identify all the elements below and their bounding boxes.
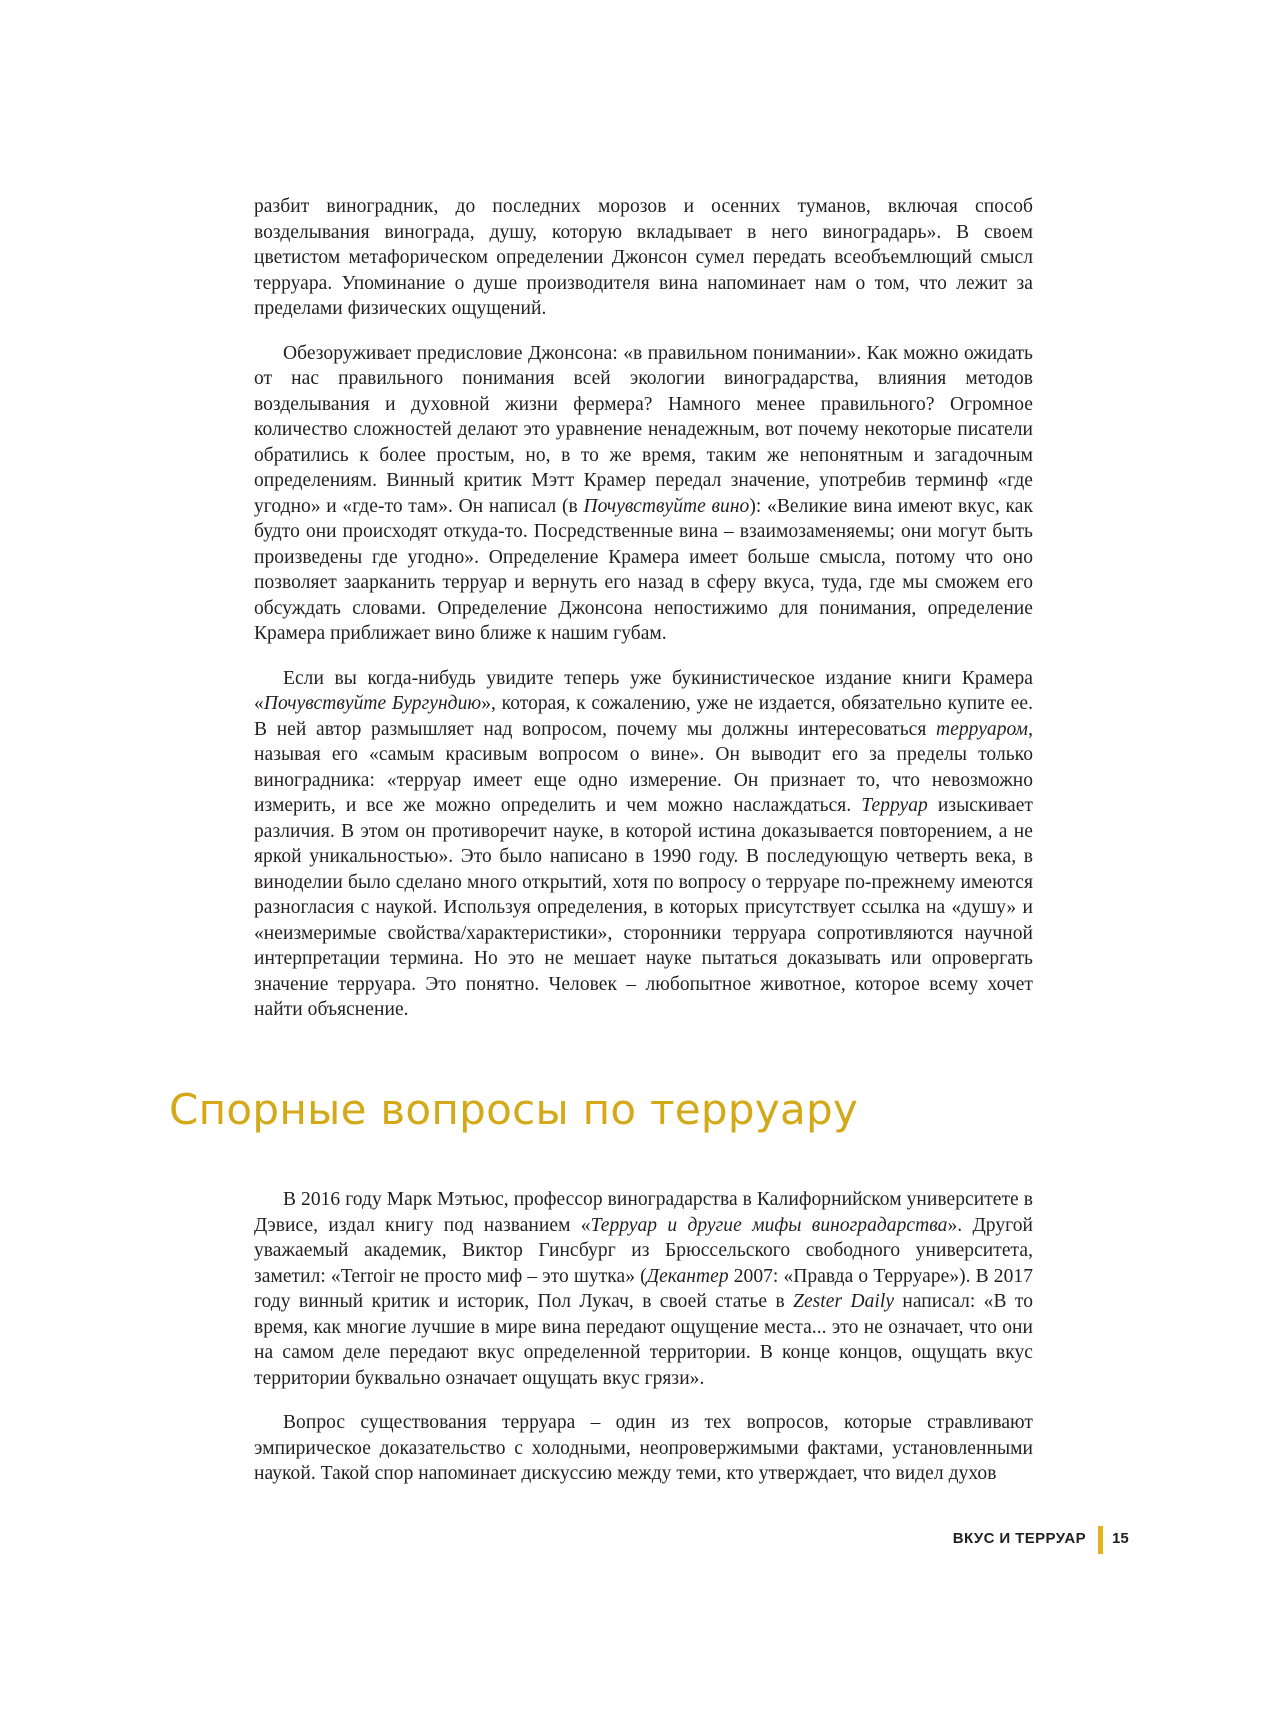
- section-2-text: [254, 1187, 1033, 1487]
- running-title: ВКУС И ТЕРРУАР: [952, 1530, 1086, 1547]
- page-number: 15: [1112, 1530, 1129, 1547]
- paragraph-2: Обезоруживает предисловие Джонсона: «в правильном понимании». Как можно ожидать от нас правильного понимания всей экологии виноградарства, влияния методов возделывания и духовной жизни фермера? Намного менее правильного? Огромное количество сложностей делают это уравнение ненадежным, вот почему некоторые писатели обратились к более простым, но, в то же время, таким же непонятным и загадочным определениям. Винный критик Мэтт Крамер передал значение, употребив терминф «где угодно» и «где-то там». Он написал (в Почувствуйте вино): «Великие вина имеют вкус, как будто они происходят откуда-то. Посредственные вина – взаимозаменяемы; они могут быть произведены где угодно». Определение Крамера имеет больше смысла, потому что оно позволяет заарканить терруар и вернуть его назад в сферу вкуса, туда, где мы сможем его обсуждать словами. Определение Джонсона непостижимо для понимания, определение Крамера приближает вино ближе к нашим губам.: [254, 342, 1033, 644]
- paragraph-5: Вопрос существования терруара – один из тех вопросов, которые стравливают эмпирическое доказательство с холодными, неопровержимыми фактами, установленными наукой. Такой спор напоминает дискуссию между теми, кто утверждает, что видел духов: [254, 1412, 1033, 1484]
- footer-divider-bar: [1098, 1526, 1103, 1554]
- paragraph-3: Если вы когда-нибудь увидите теперь уже букинистическое издание книги Крамера «Почувствуйте Бургундию», которая, к сожалению, уже не издается, обязательно купите ее. В ней автор размышляет над вопросом, почему мы должны интересоваться терруаром, называя его «самым красивым вопросом о вине». Он выводит его за пределы только виноградника: «терруар имеет еще одно измерение. Он признает то, что невозможно измерить, и все же можно определить и чем можно наслаждаться. Терруар изыскивает различия. В этом он противоречит науке, в которой истина доказывается повторением, а не яркой уникальностью». Это было написано в 1990 году. В последующую четверть века, в виноделии было сделано много открытий, хотя по вопросу о терруаре по-прежнему имеются разногласия с наукой. Используя определения, в которых присутствует ссылка на «душу» и «неизмеримые свойства/характеристики», сторонники терруара сопротивляются научной интерпретации термина. Но это не мешает науке пытаться доказывать или опровергать значение терруара. Это понятно. Человек – любопытное животное, которое всему хочет найти объяснение.: [254, 667, 1033, 1020]
- paragraph-1: разбит виноградник, до последних морозов и осенних туманов, включая способ возделывания винограда, душу, которую вкладывает в него виноградарь». В своем цветистом метафорическом определении Джонсон сумел передать всеобъемлющий смысл терруара. Упоминание о душе производителя вина напоминает нам о том, что лежит за пределами физических ощущений.: [254, 196, 1033, 319]
- paragraph-4: В 2016 году Марк Мэтьюс, профессор виноградарства в Калифорнийском университете в Дэвисе, издал книгу под названием «Терруар и другие мифы виноградарства». Другой уважаемый академик, Виктор Гинсбург из Брюссельского свободного университета, заметил: «Terroir не просто миф – это шутка» (Декантер 2007: «Правда о Терруаре»). В 2017 году винный критик и историк, Пол Лукач, в своей статье в Zester Daily написал: «В то время, как многие лучшие в мире вина передают ощущение места... это не означает, что они на самом деле передают вкус определенной территории. В конце концов, ощущать вкус территории буквально означает ощущать вкус грязи».: [254, 1189, 1033, 1389]
- section-1-text: [254, 194, 1033, 1023]
- page-footer: [0, 1526, 1130, 1554]
- section-heading: Спорные вопросы по терруару: [169, 1085, 859, 1134]
